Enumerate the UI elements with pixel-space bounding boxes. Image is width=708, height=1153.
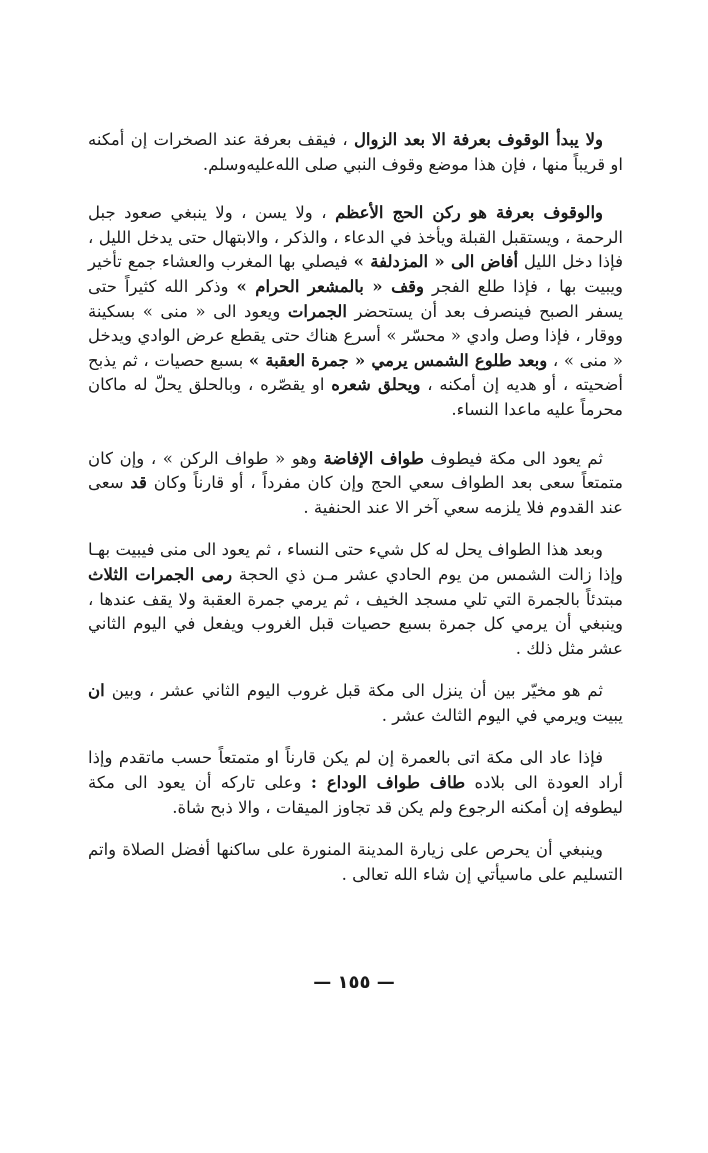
bold-term: والوقوف بعرفة هو ركن الحج الأعظم	[335, 203, 603, 223]
bold-term: وقف « بالمشعر الحرام »	[236, 276, 425, 296]
text-run: وذكر الله كثيراً حتى يسفر الصبح فينصرف بعد أن يستحضر	[88, 276, 623, 321]
text-run: ، ولا يسن ، ولا ينبغي صعود جبل الرحمة ، ويستقبل القبلة ويأخذ في الدعاء ، والذكر ، والابتهال حتى يدخل الليل ، فإذا دخل الليل	[88, 203, 623, 272]
text-run: ويعود الى « منى » بسكينة ووقار ، فإذا وصل وادي « محسّر » أسرع هناك حتى يقطع عرض الوادي ويدخل « منى » ،	[88, 301, 623, 370]
paragraph-wuquf-rukn	[88, 201, 623, 422]
bold-term: الجمرات	[287, 301, 347, 321]
text-run: وينبغي أن يحرص على زيارة المدينة المنورة على ساكنها أفضل الصلاة واتم التسليم على ماسيأتي إن شاء الله تعالى .	[88, 840, 623, 884]
bold-term: أفاض الى « المزدلفة »	[353, 252, 519, 272]
bold-term: طاف طواف الوداع :	[310, 773, 466, 793]
text-run: او يقصّره ، وبالحلق يحلّ له ماكان محرماً عليه ماعدا النساء.	[88, 375, 623, 419]
paragraph-tawaf-wada	[88, 746, 623, 820]
paragraph-ziyara	[88, 838, 623, 887]
page-body	[88, 128, 623, 911]
bold-term: ان	[88, 681, 105, 701]
text-run: وبعد هذا الطواف يحل له كل شيء حتى النساء ، ثم يعود الى منى فيبيت بهـا وإذا زالت الشمس من يوم الحادي عشر مـن ذي الحجة	[88, 540, 623, 584]
bold-term: رمى الجمرات الثلاث	[88, 564, 233, 584]
text-run: سعى عند القدوم فلا يلزمه سعي آخر الا عند الحنفية .	[88, 473, 623, 517]
text-run: فيصلي بها المغرب والعشاء جمع تأخير ويبيت بها ، فإذا طلع الفجر	[88, 252, 623, 296]
text-run: ، فيقف بعرفة عند الصخرات إن أمكنه او قريباً منها ، فإن هذا موضع وقوف النبي صلى الله‌عليه‌وسلم.	[88, 130, 623, 174]
text-run: وهو « طواف الركن » ، وإن كان متمتعاً سعى بعد الطواف سعي الحج وإن كان مفرداً ، أو قارناً وكان	[88, 448, 623, 493]
bold-term: قد	[130, 473, 147, 493]
bold-term: ويحلق شعره	[331, 375, 421, 395]
bold-term: ولا يبدأ الوقوف بعرفة الا بعد الزوال	[353, 130, 603, 149]
paragraph-ramy-jamarat	[88, 538, 623, 661]
text-run: ثم هو مخيّر بين أن ينزل الى مكة قبل غروب اليوم الثاني عشر ، وبين	[104, 681, 603, 701]
text-run: فإذا عاد الى مكة اتى بالعمرة إن لم يكن قارناً او متمتعاً حسب ماتقدم وإذا أراد العودة الى بلاده	[88, 748, 623, 793]
paragraph-wuquf-start	[88, 128, 623, 177]
text-run: مبتدئاً بالجمرة التي تلي مسجد الخيف ، ثم يرمي جمرة العقبة ولا يقف عندها ، وينبغي أن يرمي كل جمرة بسبع حصيات قبل الغروب ويفعل في اليوم الثاني عشر مثل ذلك .	[88, 589, 623, 658]
paragraph-takhyir	[88, 679, 623, 728]
paragraph-tawaf-ifada	[88, 447, 623, 521]
text-run: يبيت ويرمي في اليوم الثالث عشر .	[381, 705, 623, 725]
page-number: — ١٥٥ —	[313, 972, 395, 993]
bold-term: وبعد طلوع الشمس يرمي « جمرة العقبة »	[248, 350, 548, 370]
bold-term: طواف الإفاضة	[323, 448, 424, 468]
text-run: ثم يعود الى مكة فيطوف	[423, 448, 604, 468]
text-run: وعلى تاركه أن يعود الى مكة ليطوفه إن أمكنه الرجوع ولم يكن قد تجاوز الميقات ، والا ذبح شاة.	[88, 773, 623, 817]
text-run: بسبع حصيات ، ثم يذبح أضحيته ، أو هديه إن أمكنه ،	[88, 350, 623, 395]
